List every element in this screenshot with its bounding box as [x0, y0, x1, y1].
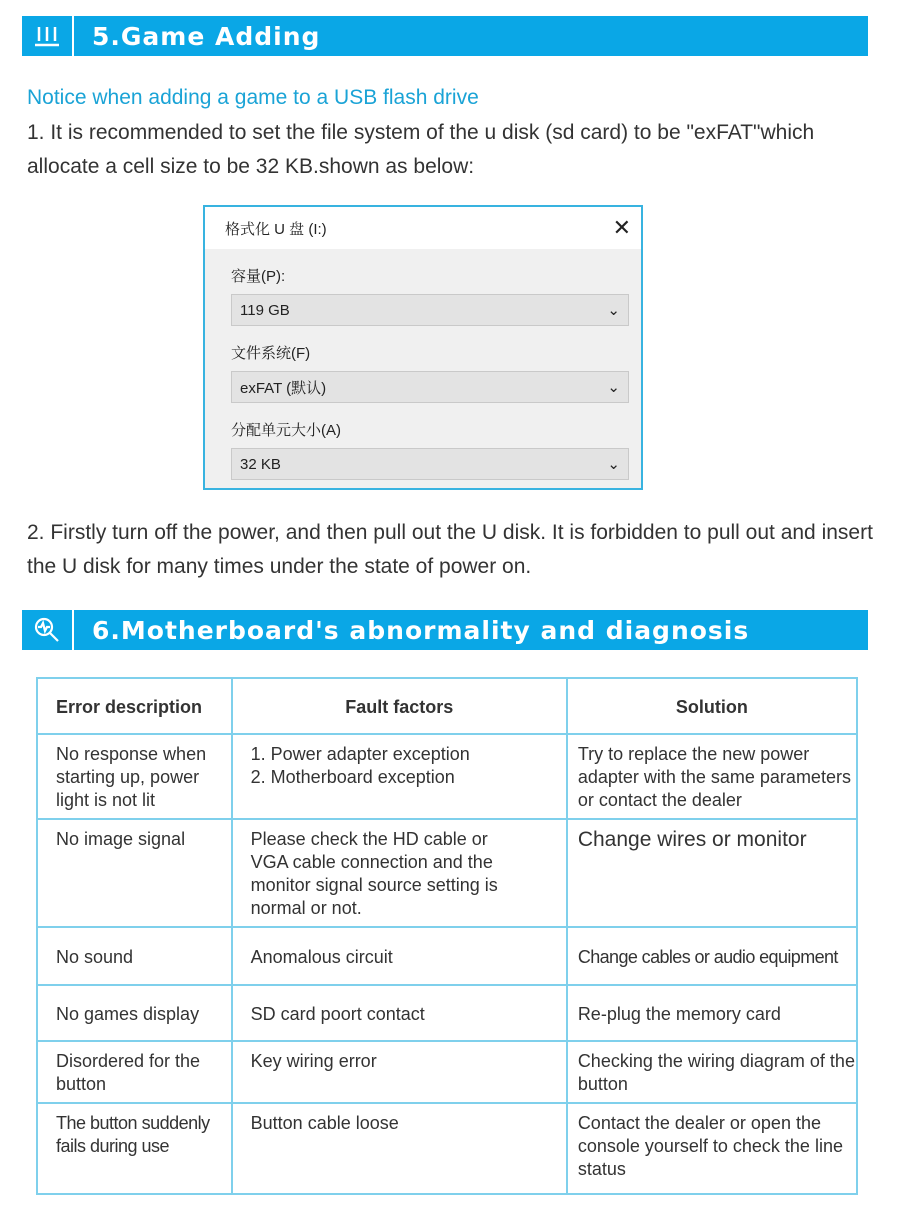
filesystem-label: 文件系统(F): [231, 345, 311, 362]
error-cell: Disordered for the button: [37, 1041, 232, 1103]
section-6-header: [22, 610, 868, 650]
fault-cell: 1. Power adapter exception 2. Motherboard exception: [232, 734, 567, 819]
chevron-down-icon: ⌄: [607, 456, 620, 473]
solution-cell: Change cables or audio equipment: [567, 927, 857, 985]
capacity-value: 119 GB: [240, 301, 290, 319]
fault-cell: Anomalous circuit: [232, 927, 567, 985]
table-header-row: [37, 678, 857, 734]
error-cell: The button suddenly fails during use: [37, 1103, 232, 1194]
table-row: [37, 734, 857, 819]
header-solution: Solution: [567, 678, 857, 734]
error-cell: No image signal: [37, 819, 232, 927]
fault-cell: Button cable loose: [232, 1103, 567, 1194]
solution-cell: Re-plug the memory card: [567, 985, 857, 1041]
dialog-title: 格式化 U 盘 (I:): [225, 220, 327, 238]
solution-cell: Contact the dealer or open the console yourself to check the line status: [567, 1103, 857, 1194]
solution-cell: Change wires or monitor: [567, 819, 857, 927]
error-cell: No games display: [37, 985, 232, 1041]
bars-icon: [22, 16, 74, 56]
capacity-select[interactable]: [231, 294, 629, 326]
filesystem-select[interactable]: [231, 371, 629, 403]
solution-cell: Checking the wiring diagram of the button: [567, 1041, 857, 1103]
instruction-1: 1. It is recommended to set the file system of the u disk (sd card) to be "exFAT"which allocate a cell size to be 32 KB.shown as below:: [27, 121, 815, 178]
section-5-header: [22, 16, 868, 56]
header-fault: Fault factors: [232, 678, 567, 734]
header-error: Error description: [37, 678, 232, 734]
instruction-2: 2. Firstly turn off the power, and then pull out the U disk. It is forbidden to pull out and insert the U disk for many times under the state of power on.: [27, 521, 873, 578]
alloc-size-value: 32 KB: [240, 455, 281, 473]
error-cell: No sound: [37, 927, 232, 985]
table-row: [37, 985, 857, 1041]
diagnosis-table: [36, 677, 858, 1195]
filesystem-value: exFAT (默认): [240, 379, 327, 397]
solution-cell: Try to replace the new power adapter with the same parameters or contact the dealer: [567, 734, 857, 819]
fault-cell: Key wiring error: [232, 1041, 567, 1103]
chevron-down-icon: ⌄: [607, 379, 620, 396]
magnifier-icon: [22, 610, 74, 650]
table-row: [37, 927, 857, 985]
format-dialog: [203, 205, 643, 490]
table-row: [37, 819, 857, 927]
table-row: [37, 1103, 857, 1194]
table-row: [37, 1041, 857, 1103]
section-title: 6.Motherboard's abnormality and diagnosis: [92, 615, 750, 645]
error-cell: No response when starting up, power light is not lit: [37, 734, 232, 819]
capacity-label: 容量(P):: [231, 268, 286, 285]
close-icon[interactable]: ✕: [612, 215, 631, 240]
notice-heading: Notice when adding a game to a USB flash drive: [27, 86, 479, 109]
alloc-size-select[interactable]: [231, 448, 629, 480]
fault-cell: SD card poort contact: [232, 985, 567, 1041]
chevron-down-icon: ⌄: [607, 302, 620, 319]
section-title: 5.Game Adding: [92, 21, 321, 51]
alloc-size-label: 分配单元大小(A): [231, 422, 341, 439]
fault-cell: Please check the HD cable or VGA cable connection and the monitor signal source setting is normal or not.: [232, 819, 567, 927]
